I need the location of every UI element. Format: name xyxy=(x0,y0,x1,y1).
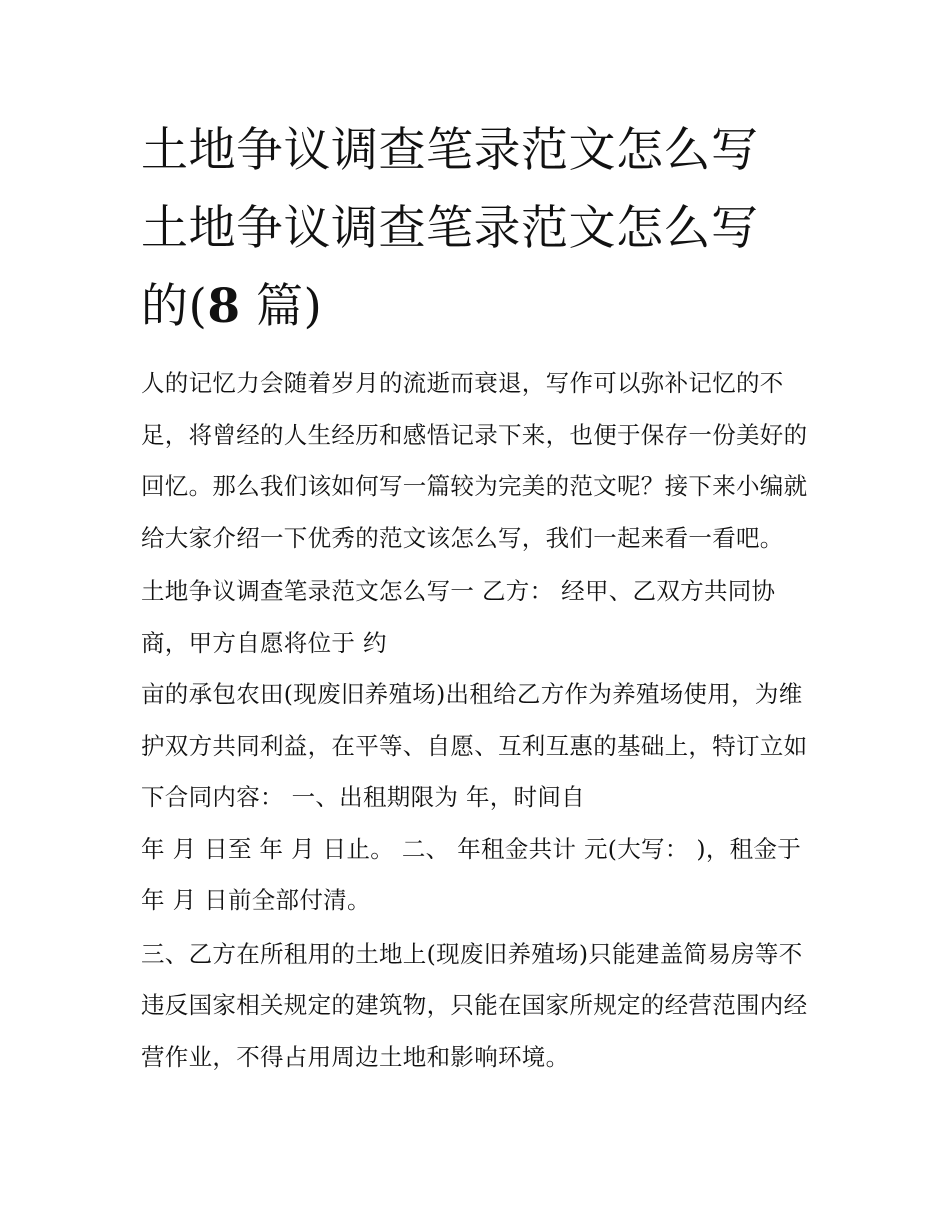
title-count: 8 xyxy=(207,279,241,334)
contract-paragraph-3: 三、乙方在所租用的土地上(现废旧养殖场)只能建盖简易房等不违反国家相关规定的建筑物，只能在国家所规定的经营范围内经营作业，不得占用周边土地和影响环境。 xyxy=(141,939,808,1071)
title-line-2: 土地争议调查笔录范文怎么写 xyxy=(141,201,759,256)
intro-paragraph: 人的记忆力会随着岁月的流逝而衰退，写作可以弥补记忆的不足，将曾经的人生经历和感悟记录下来，也便于保存一份美好的回忆。那么我们该如何写一篇较为完美的范文呢？接下来小编就给大家介绍一下优秀的范文该怎么写，我们一起来看一看吧。 xyxy=(141,369,808,552)
document-page xyxy=(141,112,813,1083)
title-line-3-suffix: 篇) xyxy=(240,279,323,334)
title-line-3-prefix: 的( xyxy=(141,279,208,334)
title-line-3 xyxy=(141,268,813,346)
title-line-1: 土地争议调查笔录范文怎么写 xyxy=(141,123,759,178)
document-title xyxy=(141,112,813,346)
section-1-paragraph: 土地争议调查笔录范文怎么写一 乙方： 经甲、乙双方共同协商，甲方自愿将位于 约 xyxy=(141,577,776,657)
contract-paragraph-2: 年 月 日至 年 月 日止。 二、 年租金共计 元(大写： )，租金于 年 月 日前全部付清。 xyxy=(141,834,802,914)
contract-paragraph-1: 亩的承包农田(现废旧养殖场)出租给乙方作为养殖场使用，为维护双方共同利益，在平等、自愿、互利互惠的基础上，特订立如下合同内容： 一、出租期限为 年，时间自 xyxy=(141,680,808,811)
